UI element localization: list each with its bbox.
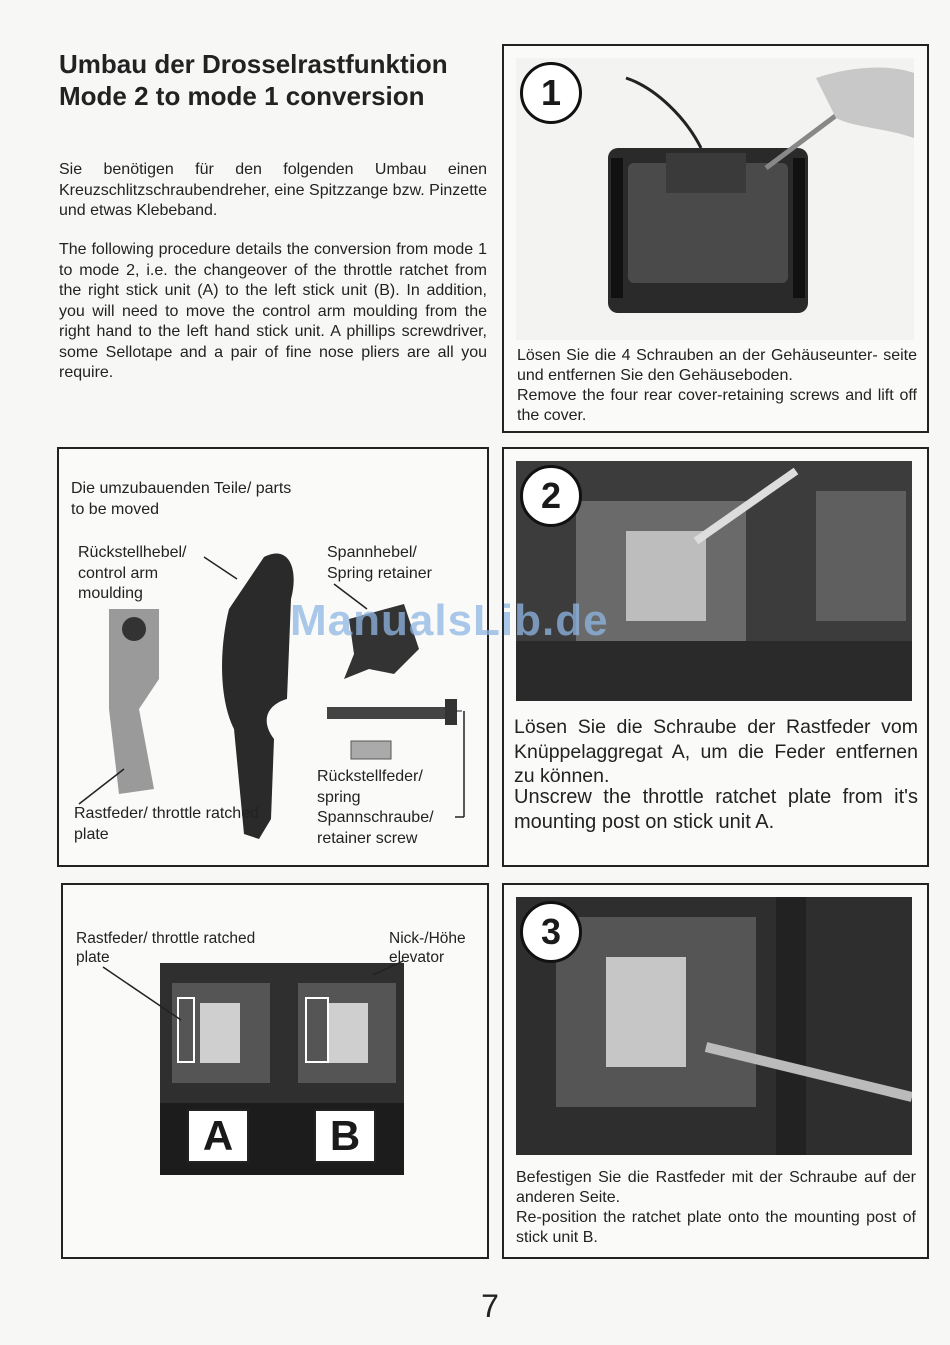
step-2-panel (502, 447, 929, 867)
retainer-screw-label: Spannschraube/ retainer screw (317, 809, 434, 847)
spring-retainer-label: Spannhebel/ Spring retainer (327, 544, 432, 582)
title-de: Umbau der Drosselrastfunktion (59, 49, 448, 79)
elevator-label: Nick-/Höhe elevator (389, 930, 466, 966)
step-3-caption-en: Re-position the ratchet plate onto the mounting post of stick unit B. (516, 1209, 916, 1246)
unit-b-label: B (314, 1109, 376, 1163)
step-number-3: 3 (520, 901, 582, 963)
step-2-caption-en: Unscrew the throttle ratchet plate from it's mounting post on stick unit A. (514, 786, 918, 833)
control-arm-label: Rückstellhebel/ control arm moulding (78, 544, 187, 602)
page-title (59, 48, 448, 112)
watermark: ManualsLib.de (290, 596, 609, 645)
step-number-2: 2 (520, 465, 582, 527)
unit-a-label: A (187, 1109, 249, 1163)
step-3-panel (502, 883, 929, 1259)
step-1-caption-de: Lösen Sie die 4 Schrauben an der Gehäuseunter- seite und entfernen Sie den Gehäuseboden. (517, 347, 917, 384)
spring-label: Rückstellfeder/ spring (317, 768, 423, 806)
title-en: Mode 2 to mode 1 conversion (59, 81, 425, 111)
step-1-panel (502, 44, 929, 433)
parts-heading: Die umzubauenden Teile/ parts to be moved (71, 480, 292, 518)
step-3-caption-de: Befestigen Sie die Rastfeder mit der Schraube auf der anderen Seite. (516, 1169, 916, 1206)
ratchet-plate-label: Rastfeder/ throttle ratched plate (74, 805, 259, 843)
overview-panel (61, 883, 489, 1259)
step-1-caption-en: Remove the four rear cover-retaining screws and lift off the cover. (517, 387, 917, 424)
page-number: 7 (481, 1288, 499, 1324)
ratchet-plate-overview-label: Rastfeder/ throttle ratched plate (76, 930, 256, 966)
step-2-caption-de: Lösen Sie die Schraube der Rastfeder vom Knüppelaggregat A, um die Feder entfernen zu können. (514, 716, 918, 787)
parts-panel (57, 447, 489, 867)
step-number-1: 1 (520, 62, 582, 124)
intro-en: The following procedure details the conversion from mode 1 to mode 2, i.e. the changeover of the throttle ratchet from the right stick unit (A) to the left stick unit (B). In addition, you will need to move the control arm moulding from the right hand to the left hand stick unit. A phillips screwdriver, some Sellotape and a pair of fine nose pliers are all you require. (59, 241, 487, 381)
intro-de: Sie benötigen für den folgenden Umbau einen Kreuzschlitzschraubendreher, eine Spitzzange bzw. Pinzette und etwas Klebeband. (59, 161, 487, 219)
